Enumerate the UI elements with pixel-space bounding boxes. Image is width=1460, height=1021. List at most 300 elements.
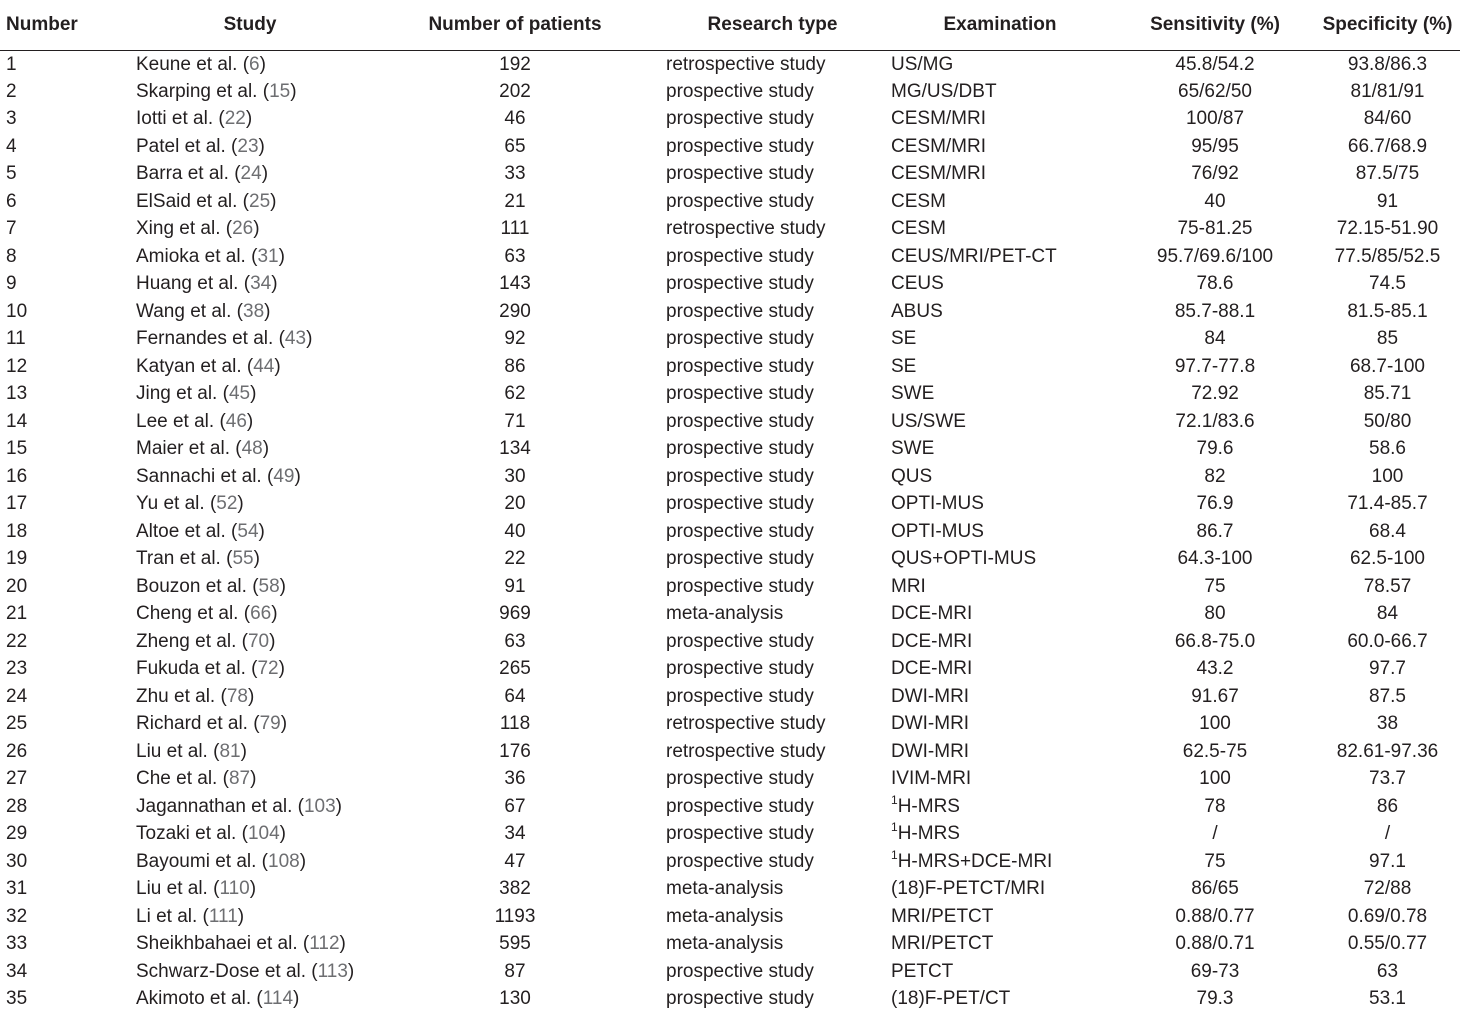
study-author: Tran et al. <box>136 548 221 570</box>
cell-examination <box>885 50 1115 78</box>
study-author: Sannachi et al. <box>136 465 262 487</box>
table-row <box>0 628 1460 656</box>
cell-sensitivity: 40 <box>1204 190 1226 212</box>
table-row <box>0 408 1460 436</box>
cell-sensitivity: 62.5-75 <box>1182 740 1248 762</box>
reference-link[interactable]: 70 <box>247 630 270 652</box>
cell-sensitivity: 75 <box>1204 850 1226 872</box>
cell-specificity: 87.5/75 <box>1355 163 1420 185</box>
cell-study <box>130 903 370 931</box>
cell-research-type: retrospective study <box>666 53 826 75</box>
reference-link[interactable]: 26 <box>232 218 254 240</box>
exam-text: MRI <box>891 575 926 597</box>
cell-study <box>130 408 370 436</box>
header-examination: Examination <box>885 0 1115 50</box>
ref-open: ( <box>217 383 229 405</box>
cell-number: 6 <box>6 190 17 212</box>
cell-sensitivity: 72.92 <box>1191 383 1239 405</box>
cell-examination <box>885 765 1115 793</box>
ref-close: ) <box>258 135 265 157</box>
cell-sensitivity: / <box>1212 823 1218 845</box>
cell-sensitivity: 43.2 <box>1196 658 1234 680</box>
cell-study <box>130 353 370 381</box>
reference-link[interactable]: 38 <box>243 300 265 322</box>
cell-number: 27 <box>6 768 28 790</box>
exam-text: QUS <box>891 465 933 487</box>
ref-open: ( <box>237 53 250 75</box>
cell-study <box>130 298 370 326</box>
cell-patients: 63 <box>504 630 526 652</box>
cell-examination <box>885 133 1115 161</box>
exam-text: SWE <box>891 438 935 460</box>
ref-open: ( <box>213 108 225 130</box>
study-author: Keune et al. <box>136 53 238 75</box>
ref-close: ) <box>347 960 355 982</box>
study-author: Zhu et al. <box>136 685 216 707</box>
exam-text: H-MRS+DCE-MRI <box>897 850 1053 872</box>
cell-sensitivity: 79.6 <box>1196 438 1234 460</box>
cell-specificity: 78.57 <box>1363 575 1412 597</box>
cell-study <box>130 930 370 958</box>
study-author: Altoe et al. <box>136 520 226 542</box>
cell-patients: 130 <box>499 988 531 1010</box>
ref-close: ) <box>262 438 270 460</box>
reference-link[interactable]: 66 <box>250 603 272 625</box>
exam-text: IVIM-MRI <box>891 768 972 790</box>
table-header <box>0 0 1460 50</box>
reference-link[interactable]: 87 <box>228 768 251 790</box>
cell-specificity: 71.4-85.7 <box>1347 493 1428 515</box>
ref-open: ( <box>225 135 238 157</box>
study-author: Tozaki et al. <box>136 823 237 845</box>
cell-specificity: 85 <box>1376 328 1399 350</box>
cell-study <box>130 105 370 133</box>
table-row <box>0 985 1460 1013</box>
reference-link[interactable]: 112 <box>309 933 340 955</box>
table-row <box>0 105 1460 133</box>
cell-examination <box>885 353 1115 381</box>
ref-open: ( <box>217 768 229 790</box>
ref-open: ( <box>207 740 220 762</box>
cell-number: 2 <box>6 80 17 102</box>
cell-study <box>130 160 370 188</box>
cell-number: 26 <box>6 740 28 762</box>
table-row <box>0 518 1460 546</box>
cell-number: 14 <box>6 410 28 432</box>
cell-patients: 30 <box>504 465 526 487</box>
cell-patients: 33 <box>504 163 526 185</box>
cell-number: 24 <box>6 685 28 707</box>
cell-examination <box>885 545 1115 573</box>
ref-open: ( <box>245 658 258 680</box>
cell-study <box>130 50 370 78</box>
cell-number: 7 <box>6 218 17 240</box>
cell-study <box>130 133 370 161</box>
cell-number: 29 <box>6 823 28 845</box>
cell-patients: 47 <box>504 850 526 872</box>
cell-sensitivity: 86/65 <box>1191 878 1239 900</box>
cell-study <box>130 848 370 876</box>
reference-link[interactable]: 49 <box>273 465 295 487</box>
cell-sensitivity: 82 <box>1204 465 1226 487</box>
exam-text: MG/US/DBT <box>891 80 997 102</box>
cell-sensitivity: 72.1/83.6 <box>1175 410 1255 432</box>
cell-patients: 34 <box>504 823 526 845</box>
table-row <box>0 738 1460 766</box>
reference-link[interactable]: 48 <box>241 438 263 460</box>
ref-open: ( <box>225 520 238 542</box>
cell-patients: 36 <box>504 768 526 790</box>
study-author: ElSaid et al. <box>136 190 238 212</box>
reference-link[interactable]: 58 <box>258 575 280 597</box>
cell-specificity: 62.5-100 <box>1349 548 1425 570</box>
cell-specificity: 91 <box>1376 190 1399 212</box>
ref-close: ) <box>274 355 281 377</box>
study-author: Richard et al. <box>136 713 248 735</box>
header-sensitivity: Sensitivity (%) <box>1115 0 1315 50</box>
study-author: Akimoto et al. <box>136 988 252 1010</box>
cell-specificity: 84/60 <box>1363 108 1412 130</box>
table-row <box>0 683 1460 711</box>
ref-open: ( <box>215 685 227 707</box>
cell-research-type: retrospective study <box>666 713 826 735</box>
cell-sensitivity: 76/92 <box>1191 163 1239 185</box>
cell-patients: 63 <box>504 245 526 267</box>
cell-examination <box>885 325 1115 353</box>
cell-examination <box>885 655 1115 683</box>
study-author: Huang et al. <box>136 273 239 295</box>
table-row <box>0 380 1460 408</box>
reference-link[interactable]: 81 <box>219 740 241 762</box>
cell-examination <box>885 903 1115 931</box>
cell-specificity: 68.7-100 <box>1349 355 1425 377</box>
reference-link[interactable]: 103 <box>303 795 336 817</box>
exam-text: (18)F-PET/CT <box>891 988 1011 1010</box>
ref-close: ) <box>271 273 278 295</box>
cell-specificity: 84 <box>1376 603 1399 625</box>
cell-study <box>130 985 370 1013</box>
cell-number: 21 <box>6 603 28 625</box>
reference-link[interactable]: 55 <box>232 548 254 570</box>
cell-sensitivity: 78.6 <box>1196 273 1234 295</box>
ref-close: ) <box>246 410 254 432</box>
cell-examination <box>885 573 1115 601</box>
cell-research-type: prospective study <box>666 548 814 570</box>
cell-number: 16 <box>6 465 28 487</box>
exam-text: MRI/PETCT <box>891 933 994 955</box>
cell-study <box>130 600 370 628</box>
exam-text: DCE-MRI <box>891 603 973 625</box>
cell-study <box>130 573 370 601</box>
reference-link[interactable]: 6 <box>249 53 260 75</box>
cell-sensitivity: 66.8-75.0 <box>1174 630 1256 652</box>
reference-link[interactable]: 43 <box>284 328 307 350</box>
reference-link[interactable]: 54 <box>237 520 259 542</box>
exam-text: US/MG <box>891 53 954 75</box>
cell-examination <box>885 408 1115 436</box>
table-row <box>0 793 1460 821</box>
cell-research-type: prospective study <box>666 135 814 157</box>
table-row <box>0 765 1460 793</box>
reference-link[interactable]: 108 <box>268 850 300 872</box>
cell-research-type: prospective study <box>666 658 814 680</box>
cell-research-type: prospective study <box>666 960 814 982</box>
ref-close: ) <box>259 53 266 75</box>
cell-study <box>130 380 370 408</box>
reference-link[interactable]: 22 <box>224 108 246 130</box>
reference-link[interactable]: 111 <box>208 905 238 927</box>
study-author: Fernandes et al. <box>136 328 274 350</box>
table-row <box>0 78 1460 106</box>
cell-patients: 22 <box>504 548 526 570</box>
cell-number: 25 <box>6 713 28 735</box>
ref-close: ) <box>253 218 260 240</box>
reference-link[interactable]: 31 <box>257 245 279 267</box>
cell-number: 5 <box>6 163 17 185</box>
reference-link[interactable]: 25 <box>249 190 271 212</box>
ref-close: ) <box>279 823 286 845</box>
cell-specificity: 86 <box>1376 795 1399 817</box>
ref-open: ( <box>256 850 269 872</box>
table-row <box>0 848 1460 876</box>
cell-number: 8 <box>6 245 17 267</box>
exam-text: SE <box>891 355 917 377</box>
cell-examination <box>885 793 1115 821</box>
ref-open: ( <box>273 328 285 350</box>
exam-text: CEUS <box>891 273 944 295</box>
cell-research-type: meta-analysis <box>666 603 784 625</box>
cell-patients: 1193 <box>494 905 536 927</box>
ref-close: ) <box>250 383 257 405</box>
study-author: Amioka et al. <box>136 245 246 267</box>
header-row <box>0 0 1460 50</box>
ref-open: ( <box>257 80 270 102</box>
study-author: Yu et al. <box>136 493 205 515</box>
cell-patients: 143 <box>499 273 531 295</box>
reference-link[interactable]: 114 <box>262 988 294 1010</box>
reference-link[interactable]: 44 <box>253 355 275 377</box>
cell-number: 31 <box>6 878 28 900</box>
cell-patients: 265 <box>499 658 531 680</box>
ref-close: ) <box>271 603 278 625</box>
cell-number: 11 <box>6 328 26 350</box>
exam-text: CESM/MRI <box>891 135 986 157</box>
reference-link[interactable]: 46 <box>225 410 247 432</box>
table-row <box>0 215 1460 243</box>
cell-examination <box>885 435 1115 463</box>
table-row <box>0 160 1460 188</box>
cell-research-type: prospective study <box>666 768 814 790</box>
cell-examination <box>885 298 1115 326</box>
exam-text: SE <box>891 328 917 350</box>
header-number: Number <box>0 0 130 50</box>
ref-open: ( <box>238 273 251 295</box>
cell-research-type: prospective study <box>666 108 814 130</box>
ref-open: ( <box>236 823 248 845</box>
cell-research-type: prospective study <box>666 850 814 872</box>
cell-sensitivity: 100/87 <box>1185 108 1245 130</box>
cell-specificity: / <box>1384 823 1391 845</box>
reference-link[interactable]: 110 <box>219 878 250 900</box>
cell-research-type: prospective study <box>666 795 814 817</box>
ref-open: ( <box>292 795 304 817</box>
reference-link[interactable]: 72 <box>257 658 279 680</box>
cell-specificity: 53.1 <box>1369 988 1406 1010</box>
ref-open: ( <box>220 218 233 240</box>
ref-open: ( <box>245 245 258 267</box>
cell-patients: 134 <box>499 438 531 460</box>
exam-text: DCE-MRI <box>891 630 973 652</box>
exam-text: H-MRS <box>897 795 960 817</box>
cell-research-type: retrospective study <box>666 218 826 240</box>
table-row <box>0 930 1460 958</box>
cell-specificity: 0.69/0.78 <box>1347 905 1428 927</box>
cell-research-type: prospective study <box>666 273 814 295</box>
cell-patients: 91 <box>504 575 526 597</box>
exam-text: PETCT <box>891 960 954 982</box>
cell-sensitivity: 75-81.25 <box>1177 218 1253 240</box>
study-author: Barra et al. <box>136 163 229 185</box>
cell-patients: 20 <box>504 493 526 515</box>
cell-sensitivity: 65/62/50 <box>1178 80 1252 102</box>
study-author: Jing et al. <box>136 383 218 405</box>
cell-sensitivity: 100 <box>1199 768 1231 790</box>
ref-close: ) <box>306 328 313 350</box>
ref-open: ( <box>306 960 318 982</box>
study-author: Maier et al. <box>136 438 230 460</box>
cell-sensitivity: 95.7/69.6/100 <box>1156 245 1274 267</box>
cell-specificity: 60.0-66.7 <box>1347 630 1428 652</box>
ref-close: ) <box>339 933 346 955</box>
table-row <box>0 545 1460 573</box>
exam-text: CESM <box>891 190 946 212</box>
exam-text: CEUS/MRI/PET-CT <box>891 245 1057 267</box>
cell-examination <box>885 463 1115 491</box>
cell-sensitivity: 86.7 <box>1196 520 1234 542</box>
cell-examination <box>885 270 1115 298</box>
cell-examination <box>885 628 1115 656</box>
ref-open: ( <box>207 878 220 900</box>
cell-study <box>130 215 370 243</box>
cell-number: 1 <box>6 53 17 75</box>
cell-study <box>130 683 370 711</box>
exam-text: DWI-MRI <box>891 685 970 707</box>
cell-research-type: prospective study <box>666 80 814 102</box>
header-study: Study <box>130 0 370 50</box>
cell-number: 4 <box>6 135 17 157</box>
reference-link[interactable]: 23 <box>237 135 259 157</box>
cell-specificity: 77.5/85/52.5 <box>1334 245 1441 267</box>
reference-link[interactable]: 79 <box>259 713 281 735</box>
reference-link[interactable]: 52 <box>216 493 238 515</box>
cell-study <box>130 628 370 656</box>
cell-patients: 46 <box>504 108 526 130</box>
reference-link[interactable]: 34 <box>250 273 272 295</box>
study-author: Liu et al. <box>136 740 208 762</box>
cell-study <box>130 435 370 463</box>
table-row <box>0 243 1460 271</box>
table-row <box>0 875 1460 903</box>
reference-link[interactable]: 24 <box>240 163 262 185</box>
cell-examination <box>885 243 1115 271</box>
cell-research-type: retrospective study <box>666 740 826 762</box>
cell-number: 34 <box>6 960 28 982</box>
ref-close: ) <box>261 163 269 185</box>
cell-research-type: prospective study <box>666 465 814 487</box>
cell-study <box>130 78 370 106</box>
cell-sensitivity: 100 <box>1199 713 1231 735</box>
study-author: Li et al. <box>136 905 198 927</box>
cell-patients: 111 <box>500 218 530 240</box>
cell-sensitivity: 84 <box>1204 328 1226 350</box>
cell-research-type: prospective study <box>666 300 814 322</box>
ref-close: ) <box>249 878 257 900</box>
ref-open: ( <box>220 548 233 570</box>
cell-study <box>130 463 370 491</box>
cell-examination <box>885 930 1115 958</box>
ref-close: ) <box>269 630 276 652</box>
ref-open: ( <box>228 163 241 185</box>
cell-specificity: 100 <box>1371 465 1404 487</box>
reference-link[interactable]: 45 <box>228 383 251 405</box>
table-row <box>0 353 1460 381</box>
reference-link[interactable]: 15 <box>269 80 291 102</box>
cell-specificity: 0.55/0.77 <box>1347 933 1428 955</box>
cell-patients: 62 <box>504 383 526 405</box>
reference-link[interactable]: 113 <box>317 960 348 982</box>
cell-examination <box>885 78 1115 106</box>
cell-research-type: prospective study <box>666 245 814 267</box>
reference-link[interactable]: 104 <box>247 823 280 845</box>
study-author: Wang et al. <box>136 300 232 322</box>
cell-examination <box>885 985 1115 1013</box>
cell-number: 20 <box>6 575 28 597</box>
reference-link[interactable]: 78 <box>226 685 248 707</box>
superscript: 1 <box>891 820 898 835</box>
ref-close: ) <box>237 493 244 515</box>
cell-patients: 202 <box>499 80 531 102</box>
exam-text: CESM/MRI <box>891 163 986 185</box>
cell-number: 33 <box>6 933 28 955</box>
cell-examination <box>885 215 1115 243</box>
cell-examination <box>885 820 1115 848</box>
exam-text: US/SWE <box>891 410 966 432</box>
cell-sensitivity: 69-73 <box>1190 960 1240 982</box>
cell-study <box>130 958 370 986</box>
ref-close: ) <box>240 740 247 762</box>
ref-close: ) <box>293 988 300 1010</box>
cell-number: 35 <box>6 988 28 1010</box>
cell-patients: 65 <box>504 135 526 157</box>
cell-patients: 64 <box>504 685 526 707</box>
cell-sensitivity: 97.7-77.8 <box>1174 355 1256 377</box>
table-row <box>0 325 1460 353</box>
cell-number: 32 <box>6 905 28 927</box>
table-row <box>0 298 1460 326</box>
cell-number: 17 <box>6 493 28 515</box>
study-author: Iotti et al. <box>136 108 214 130</box>
table-row <box>0 188 1460 216</box>
ref-close: ) <box>247 685 255 707</box>
cell-examination <box>885 958 1115 986</box>
cell-number: 30 <box>6 850 28 872</box>
exam-text: H-MRS <box>897 823 960 845</box>
cell-sensitivity: 85.7-88.1 <box>1174 300 1256 322</box>
cell-study <box>130 490 370 518</box>
table-row <box>0 435 1460 463</box>
ref-open: ( <box>204 493 217 515</box>
table-row <box>0 133 1460 161</box>
